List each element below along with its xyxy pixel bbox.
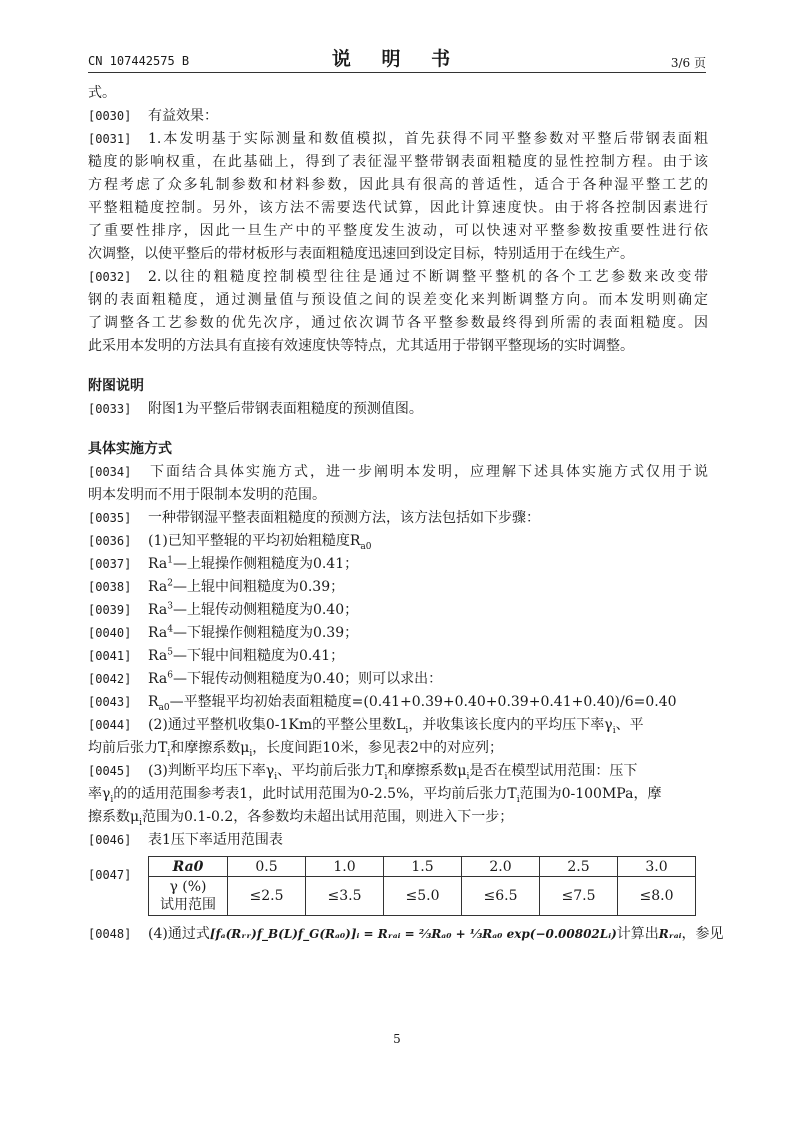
paragraph-line: 明本发明而不用于限制本发明的范围。 [88,487,326,503]
paragraph-0041: [0041] Ra$^5$—下辊中间粗糙度为0.41； [88,645,708,668]
paragraph-line: 钢的表面粗糙度，通过测量值与预设值之间的误差变化来判断调整方向。而本发明则确定 [88,292,708,308]
paragraph-0032: [0032] 2.以往的粗糙度控制模型往往是通过不断调整平整机的各个工艺参数来改变带 [88,266,708,289]
table-row-label: γ (%) 试用范围 [149,877,228,916]
paragraph-number: [0033] [88,402,132,416]
table-header-label: Ra0 [149,857,228,877]
table-header-cell: 1.5 [384,857,462,877]
header-rule [88,72,706,73]
paragraph-0039: [0039] Ra$^3$—上辊传动侧粗糙度为0.40； [88,599,708,622]
paragraph-0045: [0045] (3)判断平均压下率$\gamma_i$、平均前后张力$T_i$和摩擦系数$\mu_i$是否在模型试用范围：压下 [88,760,708,783]
paragraph-number: [0034] [88,465,132,479]
paragraph-number: [0037] [88,557,132,571]
paragraph-0048: [0048] (4)通过式[fₐ(Rᵣᵣ)f_B(L)f_G(Rₐ₀)]ᵢ = Rᵣₐᵢ = ⅔Rₐ₀ + ⅓Rₐ₀ exp(−0.00802Lᵢ)计算出Rᵣₐᵢ，参见 [88,922,708,946]
paragraph-0044: [0044] (2)通过平整机收集0-1Km的平整公里数$L_i$，并收集该长度内的平均压下率$\gamma_i$、平 [88,714,708,737]
paragraph-0033: [0033] 附图1为平整后带钢表面粗糙度的预测值图。 [88,398,708,421]
paragraph-number: [0044] [88,718,132,732]
patent-number: CN 107442575 B [88,54,190,68]
paragraph-0038: [0038] Ra$^2$—上辊中间粗糙度为0.39； [88,576,708,599]
paragraph-number: [0048] [88,927,132,941]
paragraph-0035: [0035] 一种带钢湿平整表面粗糙度的预测方法，该方法包括如下步骤： [88,507,708,530]
paragraph-number: [0035] [88,511,132,525]
page-header [88,44,706,74]
table-header-cell: 2.0 [462,857,540,877]
roughness-formula: [fₐ(Rᵣᵣ)f_B(L)f_G(Rₐ₀)]ᵢ = Rᵣₐᵢ = ⅔Rₐ₀ + ⅓Rₐ₀ exp(−0.00802Lᵢ) [209,927,617,941]
paragraph-line: 平整粗糙度控制。另外，该方法不需要迭代试算，因此计算速度快。由于将各控制因素进行 [88,200,708,216]
paragraph-number: [0045] [88,764,132,778]
paragraph-0031: [0031] 1.本发明基于实际测量和数值模拟，首先获得不同平整参数对平整后带钢表面粗 [88,128,708,151]
table-header-cell: 3.0 [618,857,696,877]
paragraph-0030: [0030] 有益效果： [88,105,708,128]
paragraph-number: [0036] [88,534,132,548]
paragraph-number: [0031] [88,132,132,146]
paragraph-line: 了重要性排序，因此一旦生产中的平整度发生波动，可以快速对平整参数按重要性进行依 [88,223,708,239]
paragraph-0037: [0037] Ra$^1$—上辊操作侧粗糙度为0.41； [88,553,708,576]
paragraph-0042: [0042] Ra$^6$—下辊传动侧粗糙度为0.40；则可以求出： [88,668,708,691]
section-heading-embodiment: 具体实施方式 [88,441,172,457]
page-indicator: 3/6 页 [670,56,706,70]
table-row [149,877,696,916]
document-body [88,82,724,946]
table-header-row [149,857,696,877]
continuation-line: 式。 [88,85,116,101]
table-header-cell: 1.0 [306,857,384,877]
paragraph-line: 方程考虑了众多轧制参数和材料参数，因此具有很高的普适性，适合于各种湿平整工艺的 [88,177,708,193]
table-caption: 表1压下率适用范围表 [148,832,283,848]
paragraph-0036: [0036] (1)已知平整辊的平均初始粗糙度$R_{a0}$ [88,530,708,553]
document-title: 说 明 书 [331,48,463,70]
table-cell: ≤3.5 [306,877,384,916]
paragraph-number: [0030] [88,109,132,123]
paragraph-0046 [88,829,708,852]
paragraph-line: 率$\gamma_i$的的适用范围参考表1，此时试用范围为0-2.5%，平均前后张力$T_i$范围为0-100MPa，摩 [88,786,662,805]
table-header-cell: 2.5 [540,857,618,877]
paragraph-line: 糙度的影响权重，在此基础上，得到了表征湿平整带钢表面粗糙度的显性控制方程。由于该 [88,154,708,170]
paragraph-line: 此采用本发明的方法具有直接有效速度快等特点，尤其适用于带钢平整现场的实时调整。 [88,338,634,354]
page-number: 5 [393,1032,401,1046]
table-cell: ≤8.0 [618,877,696,916]
roughness-symbol: Rᵣₐᵢ [658,927,682,941]
paragraph-number: [0041] [88,649,132,663]
paragraph-line: 了调整各工艺参数的优先次序，通过依次调节各平整参数最终得到所需的表面粗糙度。因 [88,315,708,331]
table-cell: ≤7.5 [540,877,618,916]
paragraph-number: [0040] [88,626,132,640]
paragraph-number: [0032] [88,270,132,284]
paragraph-0034: [0034] 下面结合具体实施方式，进一步阐明本发明，应理解下述具体实施方式仅用于说 [88,461,708,484]
section-heading-figures: 附图说明 [88,378,144,394]
paragraph-line: 次调整，以使平整后的带材板形与表面粗糙度迅速回到设定目标，特别适用于在线生产。 [88,246,634,262]
table-cell: ≤2.5 [228,877,306,916]
paragraph-number: [0046] [88,833,132,847]
table-cell: ≤6.5 [462,877,540,916]
paragraph-0040: [0040] Ra$^4$—下辊操作侧粗糙度为0.39； [88,622,708,645]
paragraph-number: [0039] [88,603,132,617]
paragraph-line: 均前后张力$T_i$和摩擦系数$\mu_i$，长度间距10米，参见表2中的对应列； [88,740,503,759]
paragraph-0047 [88,852,708,922]
paragraph-number: [0043] [88,695,132,709]
reduction-range-table [148,856,696,916]
paragraph-number: [0047] [88,868,132,882]
table-header-cell: 0.5 [228,857,306,877]
paragraph-0043: [0043] $R_{a0}—$平整辊平均初始表面粗糙度=(0.41+0.39+0.40+0.39+0.41+0.40)/6=0.40 [88,691,708,714]
paragraph-number: [0038] [88,580,132,594]
table-cell: ≤5.0 [384,877,462,916]
paragraph-line: 擦系数$\mu_i$范围为0.1-0.2，各参数均未超出试用范围，则进入下一步； [88,809,514,828]
paragraph-number: [0042] [88,672,132,686]
